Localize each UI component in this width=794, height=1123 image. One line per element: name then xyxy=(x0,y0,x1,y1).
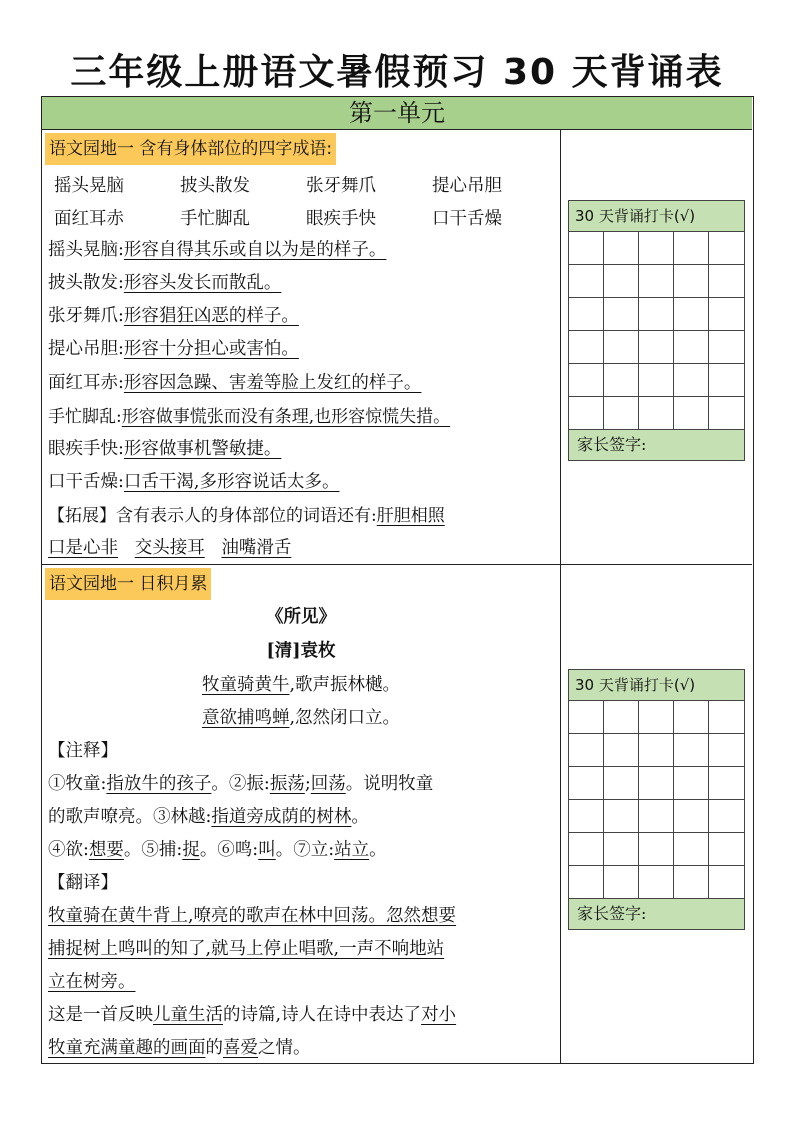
extend-line xyxy=(48,534,291,559)
note-text: 。⑤捕: xyxy=(123,840,183,860)
checkin-label: 30 天背诵打卡(√) xyxy=(569,201,744,232)
checkin-cell-box[interactable] xyxy=(569,232,604,265)
checkin-cell-box[interactable] xyxy=(604,265,639,298)
idiom: 提心吊胆 xyxy=(432,176,502,196)
note-text: 。说明牧童 xyxy=(345,774,434,794)
checkin-cell-box[interactable] xyxy=(604,364,639,397)
parent-sign-field[interactable]: 家长签字: xyxy=(569,899,744,929)
definition-line xyxy=(48,369,421,394)
extend-word: 口是心非 xyxy=(48,538,118,558)
checkin-cell-box[interactable] xyxy=(639,364,674,397)
summary-text: 的诗篇,诗人在诗中表达了 xyxy=(223,1005,422,1025)
idiom-row xyxy=(54,205,558,230)
checkin-box xyxy=(568,200,745,461)
checkin-cell-box[interactable] xyxy=(639,833,674,866)
checkin-cell-box[interactable] xyxy=(639,866,674,899)
extend-word: 肝胆相照 xyxy=(376,506,445,526)
idiom: 披头散发 xyxy=(180,176,250,196)
idiom: 口干舌燥 xyxy=(432,209,502,229)
translation-line: 捕捉树上鸣叫的知了,就马上停止唱歌,一声不响地站 xyxy=(48,939,445,959)
checkin-cell-box[interactable] xyxy=(639,734,674,767)
definition-text: 形容做事慌张而没有条理,也形容惊慌失措。 xyxy=(121,407,451,427)
summary-text: 的 xyxy=(205,1038,223,1058)
note-text: 。 xyxy=(369,840,387,860)
note-text: 。 xyxy=(351,807,369,827)
checkin-cell-box[interactable] xyxy=(709,331,744,364)
checkin-cell-box[interactable] xyxy=(674,265,709,298)
poem-rest: ,忽然闭口立。 xyxy=(289,708,401,728)
note-text: 。⑦立: xyxy=(275,840,335,860)
definition-term: 披头散发: xyxy=(48,273,124,293)
definition-term: 口干舌燥: xyxy=(48,472,124,492)
poem-phrase: 牧童骑黄牛 xyxy=(201,675,290,695)
recitation-table xyxy=(41,96,754,1064)
checkin-cell-box[interactable] xyxy=(709,734,744,767)
summary-line xyxy=(48,1001,456,1026)
definition-line xyxy=(48,335,299,360)
page-title: 三年级上册语文暑假预习 30 天背诵表 xyxy=(70,52,724,93)
checkin-cell-box[interactable] xyxy=(674,331,709,364)
extend-word: 交头接耳 xyxy=(134,538,205,558)
checkin-cell-box[interactable] xyxy=(674,298,709,331)
section-row-idioms xyxy=(42,130,752,565)
checkin-cell-box[interactable] xyxy=(569,767,604,800)
checkin-cell-box[interactable] xyxy=(569,331,604,364)
extend-prefix: 【拓展】含有表示人的身体部位的词语还有: xyxy=(48,506,377,526)
checkin-cell-box[interactable] xyxy=(569,866,604,899)
checkin-cell-box[interactable] xyxy=(709,298,744,331)
idiom: 眼疾手快 xyxy=(306,209,376,229)
note-meaning: 捉 xyxy=(182,840,200,860)
definition-text: 形容自得其乐或自以为是的样子。 xyxy=(123,240,387,260)
checkin-cell-box[interactable] xyxy=(604,397,639,430)
idiom: 张牙舞爪 xyxy=(306,176,376,196)
poem-line xyxy=(42,671,560,696)
checkin-cell-box[interactable] xyxy=(569,833,604,866)
content-cell xyxy=(42,130,561,564)
checkin-cell-box[interactable] xyxy=(639,701,674,734)
note-line xyxy=(48,836,387,861)
checkin-cell-box[interactable] xyxy=(639,265,674,298)
checkin-cell-box[interactable] xyxy=(674,866,709,899)
definition-term: 提心吊胆: xyxy=(48,339,124,359)
checkin-cell-box[interactable] xyxy=(604,866,639,899)
poem-phrase: 意欲捕鸣蝉 xyxy=(201,708,290,728)
checkin-cell-box[interactable] xyxy=(674,734,709,767)
checkin-cell-box[interactable] xyxy=(709,767,744,800)
definition-line xyxy=(48,269,281,294)
definition-text: 口舌干渴,多形容说话太多。 xyxy=(123,472,340,492)
poem-line xyxy=(42,704,560,729)
checkin-cell-box[interactable] xyxy=(604,331,639,364)
note-meaning: 回荡 xyxy=(310,774,346,794)
checkin-cell-box[interactable] xyxy=(639,800,674,833)
summary-key: 对小 xyxy=(421,1005,457,1025)
note-line xyxy=(48,770,433,795)
summary-key: 儿童生活 xyxy=(153,1005,223,1025)
checkin-cell-box[interactable] xyxy=(569,298,604,331)
checkin-cell-box[interactable] xyxy=(604,833,639,866)
parent-sign-field[interactable]: 家长签字: xyxy=(569,430,744,460)
translation-heading: 【翻译】 xyxy=(48,873,118,893)
checkin-cell-box[interactable] xyxy=(639,232,674,265)
summary-key: 牧童充满童趣的画面 xyxy=(48,1038,206,1058)
content-cell xyxy=(42,565,561,1063)
checkin-cell-box[interactable] xyxy=(639,397,674,430)
definition-line xyxy=(48,435,281,460)
checkin-cell-box[interactable] xyxy=(674,701,709,734)
extend-line xyxy=(48,501,445,526)
checkin-grid xyxy=(569,701,744,899)
checkin-cell-box[interactable] xyxy=(569,734,604,767)
checkin-box xyxy=(568,669,745,930)
checkin-cell-box[interactable] xyxy=(639,298,674,331)
checkin-cell-box[interactable] xyxy=(639,331,674,364)
definition-text: 形容猖狂凶恶的样子。 xyxy=(123,306,299,326)
definition-line xyxy=(48,468,339,493)
definition-term: 面红耳赤: xyxy=(48,373,124,393)
definition-term: 手忙脚乱: xyxy=(48,407,122,427)
note-text: 。⑥鸣: xyxy=(199,840,259,860)
checkin-cell-box[interactable] xyxy=(674,397,709,430)
checkin-cell-box[interactable] xyxy=(569,800,604,833)
definition-text: 形容头发长而散乱。 xyxy=(123,273,282,293)
note-meaning: 站立 xyxy=(334,840,370,860)
extend-word: 油嘴滑舌 xyxy=(221,538,292,558)
checkin-cell-box[interactable] xyxy=(709,232,744,265)
checkin-cell-box[interactable] xyxy=(604,701,639,734)
checkin-label: 30 天背诵打卡(√) xyxy=(569,670,744,701)
checkin-cell-box[interactable] xyxy=(674,364,709,397)
note-meaning: 想要 xyxy=(88,840,124,860)
checkin-cell-box[interactable] xyxy=(569,397,604,430)
checkin-cell xyxy=(561,565,753,1063)
summary-line xyxy=(48,1034,311,1059)
checkin-cell-box[interactable] xyxy=(709,265,744,298)
summary-text: 之情。 xyxy=(258,1038,311,1058)
note-meaning: 指放牛的孩子 xyxy=(106,774,212,794)
definition-term: 摇头晃脑: xyxy=(48,240,124,260)
checkin-cell-box[interactable] xyxy=(604,800,639,833)
note-line xyxy=(48,803,369,828)
checkin-cell-box[interactable] xyxy=(674,232,709,265)
poem-rest: ,歌声振林樾。 xyxy=(289,675,401,695)
definition-line xyxy=(48,236,386,261)
summary-key: 喜爱 xyxy=(223,1038,258,1058)
definition-text: 形容做事机警敏捷。 xyxy=(123,439,282,459)
unit-header: 第一单元 xyxy=(42,97,752,130)
checkin-cell-box[interactable] xyxy=(569,701,604,734)
definition-term: 眼疾手快: xyxy=(48,439,124,459)
definition-line xyxy=(48,302,299,327)
checkin-cell-box[interactable] xyxy=(709,833,744,866)
summary-text: 这是一首反映 xyxy=(48,1005,153,1025)
checkin-cell xyxy=(561,130,753,564)
idiom: 摇头晃脑 xyxy=(54,176,124,196)
idiom: 手忙脚乱 xyxy=(180,209,250,229)
checkin-cell-box[interactable] xyxy=(604,232,639,265)
checkin-cell-box[interactable] xyxy=(709,701,744,734)
note-text: ; xyxy=(304,774,311,794)
checkin-cell-box[interactable] xyxy=(674,800,709,833)
note-meaning: 指道旁成荫的树林 xyxy=(211,807,352,827)
checkin-cell-box[interactable] xyxy=(639,767,674,800)
poem-author: [清]袁枚 xyxy=(266,641,336,661)
note-text: 的歌声嘹亮。③林越: xyxy=(48,807,212,827)
translation-line: 立在树旁。 xyxy=(48,972,136,992)
note-meaning: 振荡 xyxy=(269,774,305,794)
checkin-grid xyxy=(569,232,744,430)
note-text: ④欲: xyxy=(48,840,89,860)
section-tag: 语文园地一 日积月累 xyxy=(45,568,211,600)
translation-line: 牧童骑在黄牛背上,嘹亮的歌声在林中回荡。忽然想要 xyxy=(48,906,457,926)
checkin-cell-box[interactable] xyxy=(569,364,604,397)
note-meaning: 叫 xyxy=(258,840,276,860)
checkin-cell-box[interactable] xyxy=(604,734,639,767)
checkin-cell-box[interactable] xyxy=(569,265,604,298)
checkin-cell-box[interactable] xyxy=(709,397,744,430)
definition-text: 形容因急躁、害羞等脸上发红的样子。 xyxy=(123,373,422,393)
definition-line xyxy=(48,402,450,427)
checkin-cell-box[interactable] xyxy=(709,364,744,397)
checkin-cell-box[interactable] xyxy=(674,767,709,800)
section-tag: 语文园地一 含有身体部位的四字成语: xyxy=(45,133,336,165)
note-text: ①牧童: xyxy=(48,774,107,794)
checkin-cell-box[interactable] xyxy=(674,833,709,866)
checkin-cell-box[interactable] xyxy=(709,800,744,833)
checkin-cell-box[interactable] xyxy=(604,767,639,800)
checkin-cell-box[interactable] xyxy=(604,298,639,331)
idiom-row xyxy=(54,172,558,197)
checkin-cell-box[interactable] xyxy=(709,866,744,899)
definition-text: 形容十分担心或害怕。 xyxy=(123,339,299,359)
definition-term: 张牙舞爪: xyxy=(48,306,124,326)
section-row-poem xyxy=(42,565,752,1063)
idiom: 面红耳赤 xyxy=(54,209,124,229)
notes-heading: 【注释】 xyxy=(48,741,118,761)
note-text: 。②振: xyxy=(211,774,270,794)
poem-title: 《所见》 xyxy=(266,607,336,627)
